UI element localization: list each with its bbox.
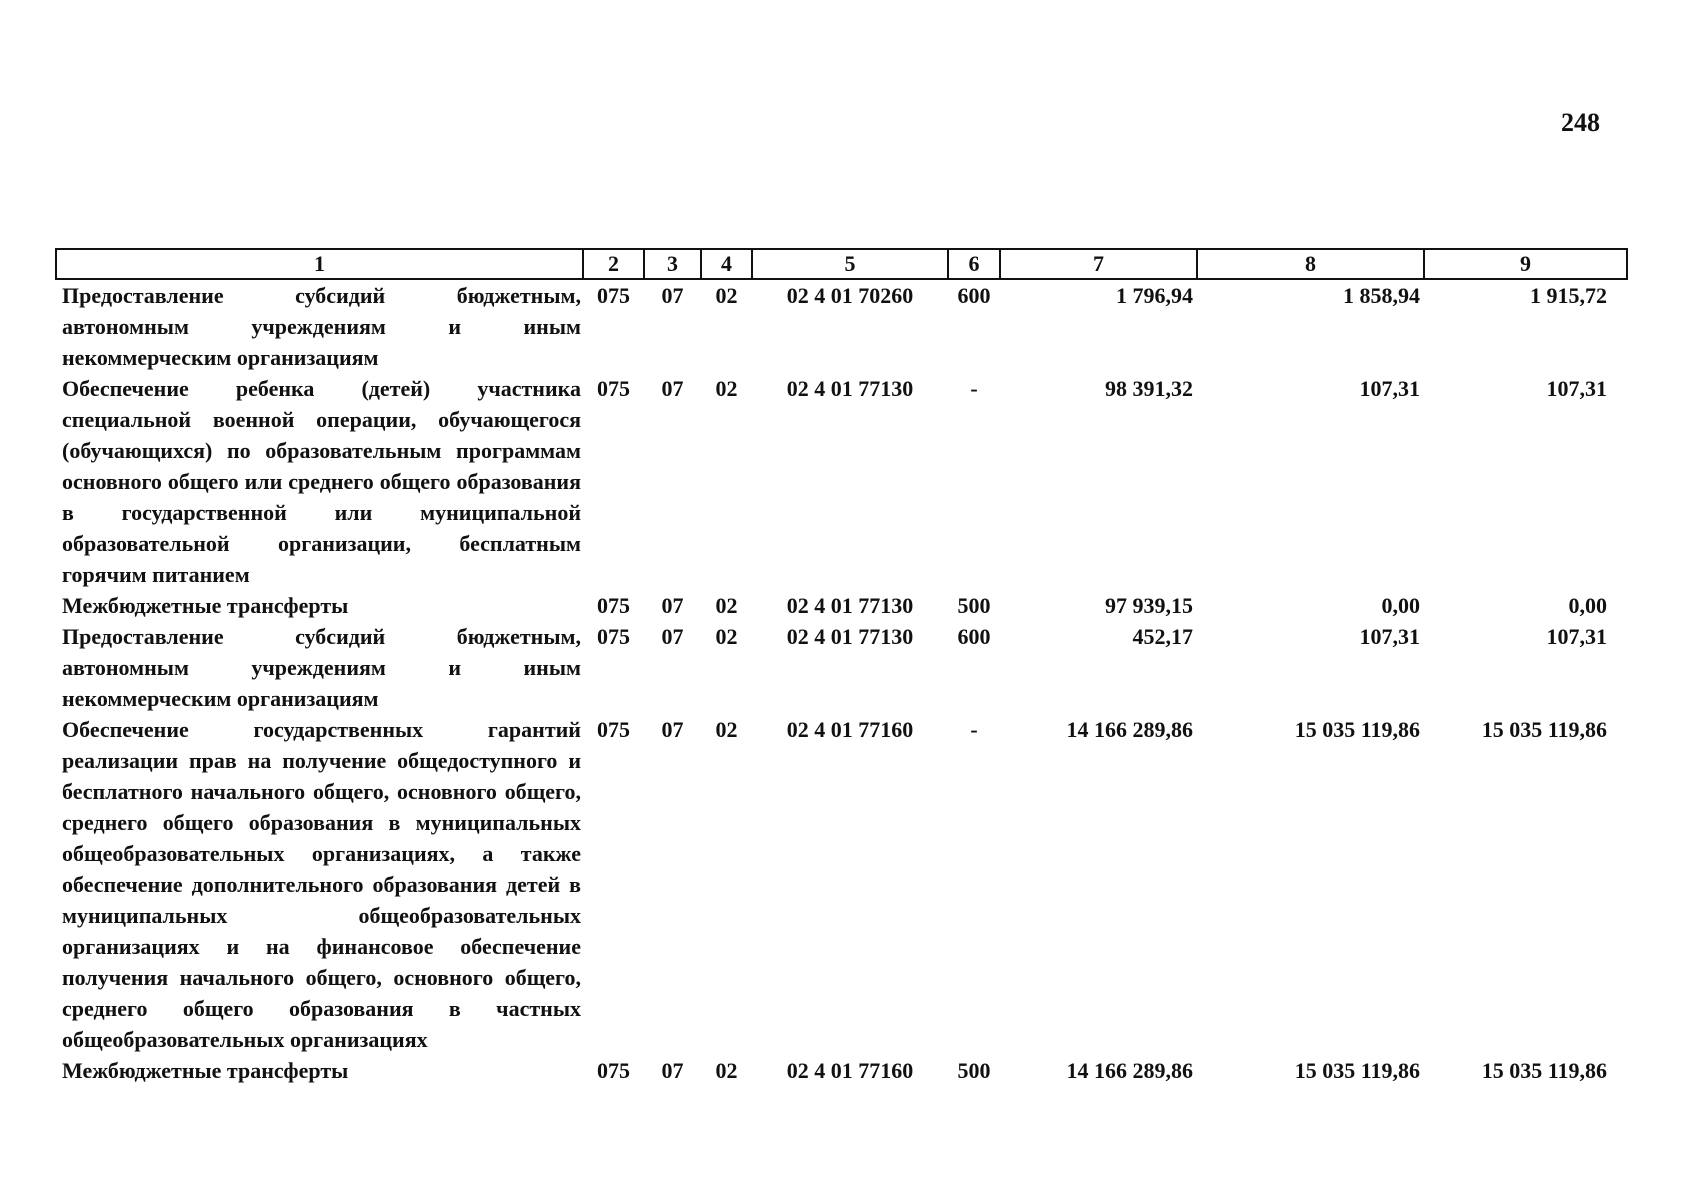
row-amount-col9: 0,00 (1568, 593, 1607, 618)
row-name: Межбюджетные трансферты (62, 593, 349, 618)
row-target-article: 02 4 01 77130 (786, 593, 914, 618)
row-amount-col8: 15 035 119,86 (1294, 1058, 1420, 1083)
column-header-7: 7 (1000, 249, 1197, 279)
header-row (56, 249, 1627, 279)
row-amount-col7: 98 391,32 (1105, 376, 1193, 401)
row-name: Предоставление субсидий бюджетным, автономным учреждениям и иным некоммерческим организациям (62, 624, 581, 711)
row-section-code: 07 (661, 376, 684, 401)
row-section-code: 07 (661, 624, 684, 649)
row-target-article: 02 4 01 70260 (786, 283, 914, 308)
table-body (56, 279, 1627, 1086)
row-expense-type: 600 (957, 624, 991, 649)
page-number: 248 (1561, 108, 1600, 137)
row-ministry-code: 075 (597, 624, 630, 649)
row-name: Обеспечение ребенка (детей) участника специальной военной операции, обучающегося (обучающихся) по образовательным программам основного общего или среднего общего образования в государственной или муниципальной образовательной организации, бесплатным горячим питанием (62, 376, 581, 587)
table-row (56, 279, 1627, 373)
row-expense-type: 600 (957, 283, 991, 308)
row-ministry-code: 075 (597, 1058, 630, 1083)
row-expense-type: - (970, 717, 978, 742)
row-target-article: 02 4 01 77160 (786, 1058, 914, 1083)
row-expense-type: 500 (957, 593, 991, 618)
row-ministry-code: 075 (597, 283, 630, 308)
table-header (56, 249, 1627, 279)
row-name: Предоставление субсидий бюджетным, автономным учреждениям и иным некоммерческим организациям (62, 283, 581, 370)
row-subsection-code: 02 (715, 593, 738, 618)
row-amount-col7: 97 939,15 (1105, 593, 1193, 618)
row-ministry-code: 075 (597, 593, 630, 618)
column-header-8: 8 (1197, 249, 1424, 279)
table-row (56, 621, 1627, 714)
column-header-9: 9 (1424, 249, 1627, 279)
row-target-article: 02 4 01 77130 (786, 376, 914, 401)
row-section-code: 07 (661, 283, 684, 308)
table-row (56, 373, 1627, 590)
row-section-code: 07 (661, 1058, 684, 1083)
row-subsection-code: 02 (715, 1058, 738, 1083)
row-amount-col7: 14 166 289,86 (1066, 717, 1193, 742)
row-amount-col7: 14 166 289,86 (1066, 1058, 1193, 1083)
table-row (56, 714, 1627, 1055)
budget-table (55, 248, 1628, 1086)
row-amount-col9: 1 915,72 (1530, 283, 1607, 308)
row-amount-col8: 107,31 (1359, 624, 1420, 649)
row-amount-col9: 107,31 (1546, 624, 1607, 649)
column-header-4: 4 (701, 249, 752, 279)
row-section-code: 07 (661, 717, 684, 742)
row-amount-col8: 0,00 (1381, 593, 1420, 618)
row-subsection-code: 02 (715, 624, 738, 649)
row-name: Обеспечение государственных гарантий реализации прав на получение общедоступного и бесплатного начального общего, основного общего, среднего общего образования в муниципальных общеобразовательных организациях, а также обеспечение дополнительного образования детей в муниципальных общеобразовательных организациях и на финансовое обеспечение получения начального общего, основного общего, среднего общего образования в частных общеобразовательных организациях (62, 717, 581, 1052)
row-subsection-code: 02 (715, 717, 738, 742)
column-header-5: 5 (752, 249, 948, 279)
column-header-3: 3 (644, 249, 701, 279)
column-header-1: 1 (56, 249, 583, 279)
row-amount-col8: 1 858,94 (1343, 283, 1420, 308)
row-amount-col7: 1 796,94 (1116, 283, 1193, 308)
column-header-2: 2 (583, 249, 644, 279)
row-name: Межбюджетные трансферты (62, 1058, 349, 1083)
row-amount-col9: 107,31 (1546, 376, 1607, 401)
row-subsection-code: 02 (715, 376, 738, 401)
row-target-article: 02 4 01 77130 (786, 624, 914, 649)
row-amount-col9: 15 035 119,86 (1481, 1058, 1607, 1083)
table-row (56, 590, 1627, 621)
row-section-code: 07 (661, 593, 684, 618)
row-amount-col8: 15 035 119,86 (1294, 717, 1420, 742)
row-ministry-code: 075 (597, 376, 630, 401)
row-amount-col9: 15 035 119,86 (1481, 717, 1607, 742)
row-target-article: 02 4 01 77160 (786, 717, 914, 742)
row-expense-type: - (970, 376, 978, 401)
row-ministry-code: 075 (597, 717, 630, 742)
row-expense-type: 500 (957, 1058, 991, 1083)
row-amount-col8: 107,31 (1359, 376, 1420, 401)
column-header-6: 6 (948, 249, 1000, 279)
table-row (56, 1055, 1627, 1086)
row-subsection-code: 02 (715, 283, 738, 308)
row-amount-col7: 452,17 (1132, 624, 1193, 649)
